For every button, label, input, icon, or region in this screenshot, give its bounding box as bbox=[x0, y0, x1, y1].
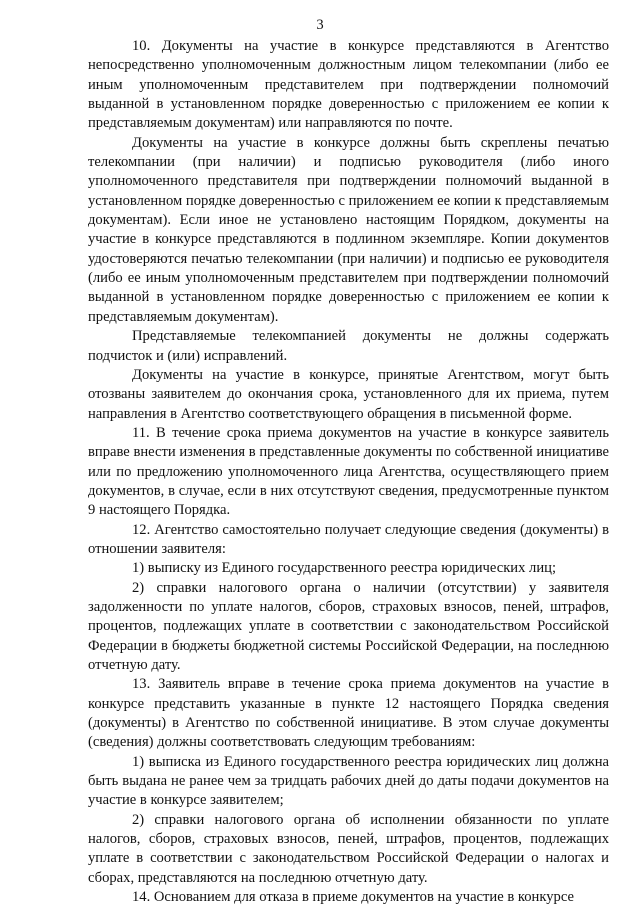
paragraph-10: 10. Документы на участие в конкурсе представляются в Агентство непосредственно уполномоченным должностным лицом телекомпании (либо ее иным уполномоченным представителем при подтверждении полномочий выданной в установленном порядке доверенностью с приложением ее копии к представляемым документам) или направляются по почте. bbox=[88, 38, 609, 132]
page-number: 3 bbox=[316, 17, 324, 33]
paragraph-10-withdrawal: Документы на участие в конкурсе, принятые Агентством, могут быть отозваны заявителем до окончания срока, установленного для их приема, путем направления в Агентство соответствующего обращения в письменной форме. bbox=[88, 366, 609, 422]
paragraph-13: 13. Заявитель вправе в течение срока приема документов на участие в конкурсе представить указанные в пункте 12 настоящего Порядка сведения (документы) в Агентство по собственной инициативе. В этом случае документы (сведения) должны соответствовать следующим требованиям: bbox=[88, 676, 609, 751]
paragraph-10-seal-requirements: Документы на участие в конкурсе должны быть скреплены печатью телекомпании (при наличии) и подписью руководителя (либо иного уполномоченного представителя при подтверждении полномочий выданной в установленном порядке доверенностью с приложением ее копии к представляемым документам). Если иное не установлено настоящим Порядком, документы на участие в конкурсе представляются в подлинном экземпляре. Копии документов удостоверяются печатью телекомпании (при наличии) и подписью ее руководителя (либо ее иным уполномоченным представителем при подтверждении полномочий выданной в установленном порядке доверенностью с приложением ее копии к представляемым документам). bbox=[88, 134, 609, 325]
paragraph-13-item-2: 2) справки налогового органа об исполнении обязанности по уплате налогов, сборов, страховых взносов, пеней, штрафов, процентов, подлежащих уплате в соответствии с законодательством Российской Федерации о налогах и сборах, представляются на последнюю отчетную дату. bbox=[88, 811, 609, 886]
document-body bbox=[88, 37, 609, 907]
paragraph-12-item-1: 1) выписку из Единого государственного реестра юридических лиц; bbox=[132, 560, 557, 577]
paragraph-13-item-1: 1) выписка из Единого государственного реестра юридических лиц должна быть выдана не ранее чем за тридцать рабочих дней до даты подачи документов на участие в конкурсе заявителем; bbox=[88, 753, 609, 809]
paragraph-14: 14. Основанием для отказа в приеме документов на участие в конкурсе bbox=[132, 889, 574, 906]
paragraph-12: 12. Агентство самостоятельно получает следующие сведения (документы) в отношении заявителя: bbox=[88, 521, 609, 557]
paragraph-12-item-2: 2) справки налогового органа о наличии (отсутствии) у заявителя задолженности по уплате налогов, сборов, страховых взносов, пеней, штрафов, процентов, подлежащих уплате в соответствии с законодательством Российской Федерации в бюджеты бюджетной системы Российской Федерации, на последнюю отчетную дату. bbox=[88, 579, 609, 673]
paragraph-11: 11. В течение срока приема документов на участие в конкурсе заявитель вправе внести изменения в представленные документы по собственной инициативе или по предложению уполномоченного лица Агентства, осуществляющего прием документов, в случае, если в них отсутствуют сведения, предусмотренные пунктом 9 настоящего Порядка. bbox=[88, 424, 609, 519]
paragraph-10-no-corrections: Представляемые телекомпанией документы не должны содержать подчисток и (или) исправлений. bbox=[88, 328, 609, 364]
